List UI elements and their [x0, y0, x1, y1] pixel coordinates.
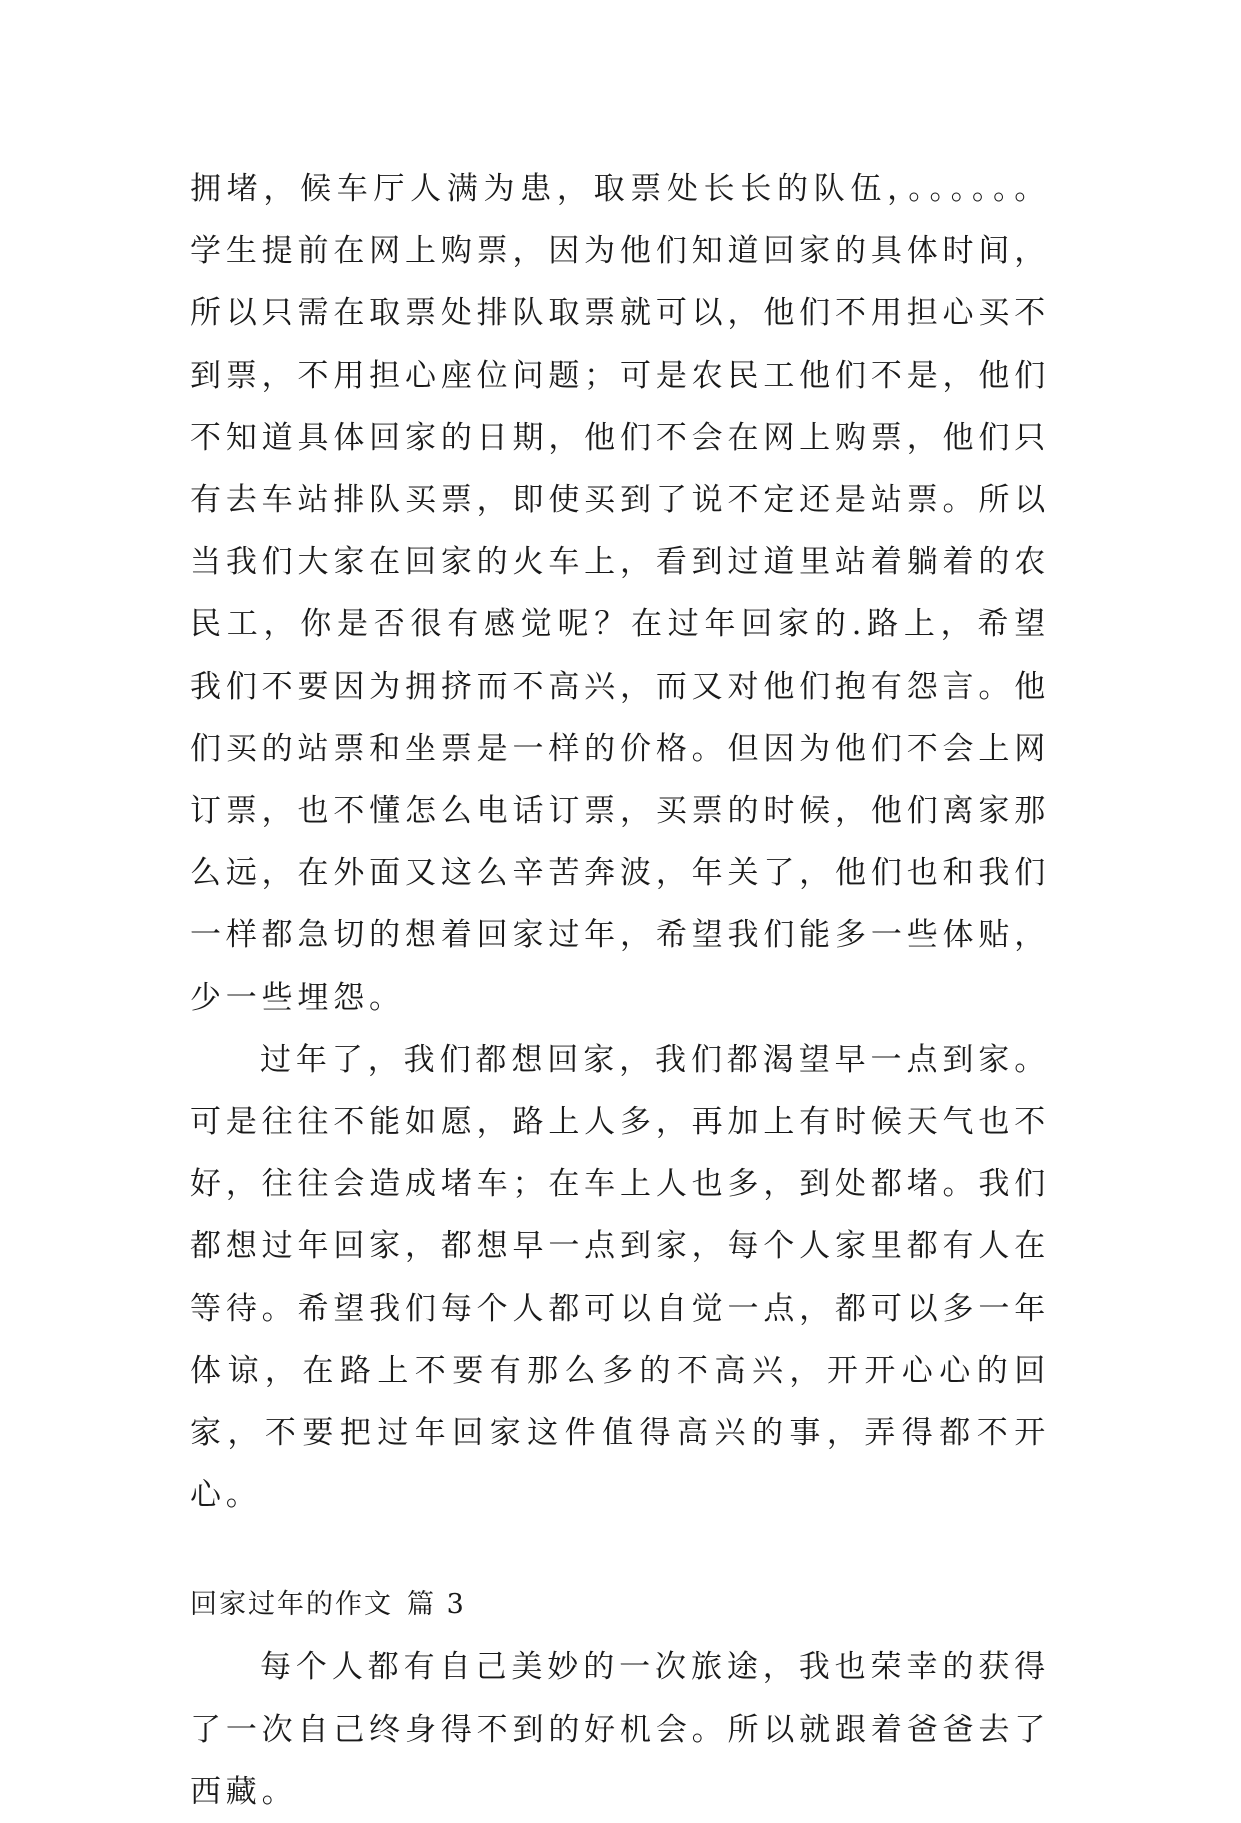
section-paragraph-1: 每个人都有自己美妙的一次旅途，我也荣幸的获得了一次自己终身得不到的好机会。所以就跟着爸爸去了西藏。	[190, 1649, 1050, 1810]
paragraph-1: 拥堵，候车厅人满为患，取票处长长的队伍，。。。。。。学生提前在网上购票，因为他们知道回家的具体时间，所以只需在取票处排队取票就可以，他们不用担心买不到票，不用担心座位问题；可是农民工他们不是，他们不知道具体回家的日期，他们不会在网上购票，他们只有去车站排队买票，即使买到了说不定还是站票。所以当我们大家在回家的火车上，看到过道里站着躺着的农民工，你是否很有感觉呢？在过年回家的.路上，希望我们不要因为拥挤而不高兴，而又对他们抱有怨言。他们买的站票和坐票是一样的价格。但因为他们不会上网订票，也不懂怎么电话订票，买票的时候，他们离家那么远，在外面又这么辛苦奔波，年关了，他们也和我们一样都急切的想着回家过年，希望我们能多一些体贴，少一些埋怨。	[190, 171, 1050, 1016]
section-label: 篇 3	[407, 1589, 466, 1621]
document-body	[190, 158, 1050, 1823]
section-heading	[190, 1574, 1050, 1636]
section-title: 回家过年的作文	[190, 1589, 393, 1621]
paragraph-2: 过年了，我们都想回家，我们都渴望早一点到家。可是往往不能如愿，路上人多，再加上有时候天气也不好，往往会造成堵车；在车上人也多，到处都堵。我们都想过年回家，都想早一点到家，每个人家里都有人在等待。希望我们每个人都可以自觉一点，都可以多一年体谅，在路上不要有那么多的不高兴，开开心心的回家，不要把过年回家这件值得高兴的事，弄得都不开心。	[190, 1041, 1050, 1514]
